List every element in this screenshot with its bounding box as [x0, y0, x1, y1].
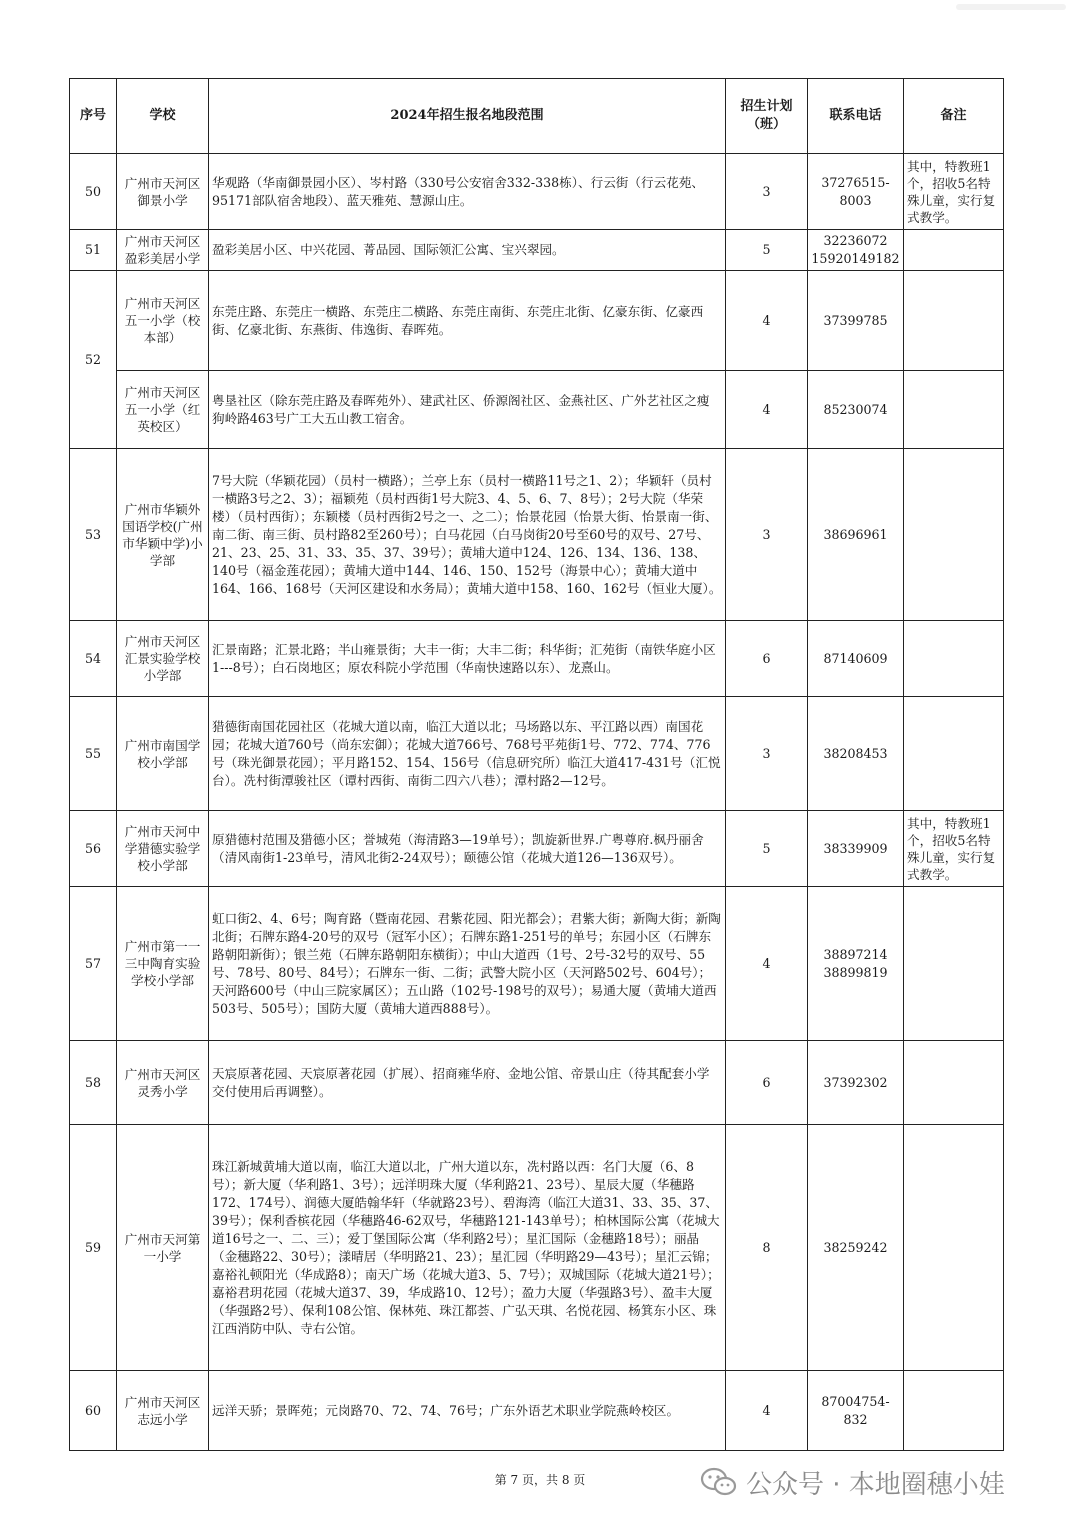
note-cell: [904, 887, 1004, 1041]
note-cell: [904, 449, 1004, 621]
phone-cell: 38897214 38899819: [808, 887, 904, 1041]
phone-cell: 32236072 15920149182: [808, 230, 904, 271]
table-row: [70, 697, 1004, 811]
school-cell: 广州市天河区汇景实验学校小学部: [117, 621, 209, 697]
range-cell: 天宸原著花园、天宸原著花园（扩展）、招商雍华府、金地公馆、帝景山庄（待其配套小学交付使用后再调整）。: [209, 1041, 726, 1125]
range-cell: 盈彩美居小区、中兴花园、菁品园、国际领汇公寓、宝兴翠园。: [209, 230, 726, 271]
note-cell: [904, 1125, 1004, 1371]
table-row: [70, 621, 1004, 697]
school-cell: 广州市第一一三中陶育实验学校小学部: [117, 887, 209, 1041]
phone-cell: 87140609: [808, 621, 904, 697]
school-cell: 广州市天河区灵秀小学: [117, 1041, 209, 1125]
header-phone: 联系电话: [808, 79, 904, 154]
table-row: [70, 887, 1004, 1041]
plan-cell: 3: [726, 449, 808, 621]
seq-cell: 51: [70, 230, 117, 271]
watermark-text: 公众号 · 本地圈穗小娃: [746, 1469, 1005, 1500]
wechat-icon: [700, 1467, 738, 1497]
phone-cell: 37399785: [808, 271, 904, 371]
school-cell: 广州市南国学校小学部: [117, 697, 209, 811]
table-row: [70, 1125, 1004, 1371]
table-row: [70, 1371, 1004, 1451]
plan-cell: 6: [726, 1041, 808, 1125]
school-cell: 广州市天河区盈彩美居小学: [117, 230, 209, 271]
seq-cell: 52: [70, 271, 117, 449]
plan-cell: 6: [726, 621, 808, 697]
plan-cell: 4: [726, 887, 808, 1041]
corner-mark: [956, 4, 1066, 10]
seq-cell: 55: [70, 697, 117, 811]
phone-cell: 37392302: [808, 1041, 904, 1125]
table-row: [70, 154, 1004, 230]
seq-cell: 57: [70, 887, 117, 1041]
page-footer: 第 7 页，共 8 页: [494, 1473, 586, 1487]
school-cell: 广州市天河区御景小学: [117, 154, 209, 230]
plan-cell: 8: [726, 1125, 808, 1371]
plan-cell: 4: [726, 1371, 808, 1451]
phone-cell: 38259242: [808, 1125, 904, 1371]
phone-cell: 85230074: [808, 371, 904, 449]
range-cell: 东莞庄路、东莞庄一横路、东莞庄二横路、东莞庄南街、东莞庄北街、亿豪东街、亿豪西街、亿豪北街、东燕街、伟逸街、春晖苑。: [209, 271, 726, 371]
table-row: [70, 1041, 1004, 1125]
range-cell: 粤垦社区（除东莞庄路及春晖苑外）、建武社区、侨源阁社区、金燕社区、广外艺社区之瘦狗岭路463号广工大五山教工宿舍。: [209, 371, 726, 449]
table-row: [70, 811, 1004, 887]
school-cell: 广州市天河区志远小学: [117, 1371, 209, 1451]
note-cell: [904, 1041, 1004, 1125]
plan-cell: 4: [726, 271, 808, 371]
table-row: [70, 449, 1004, 621]
plan-cell: 3: [726, 154, 808, 230]
plan-cell: 5: [726, 230, 808, 271]
note-cell: [904, 371, 1004, 449]
range-cell: 远洋天骄；景晖苑；元岗路70、72、74、76号；广东外语艺术职业学院燕岭校区。: [209, 1371, 726, 1451]
table-row: [70, 371, 1004, 449]
phone-cell: 38208453: [808, 697, 904, 811]
phone-cell: 38339909: [808, 811, 904, 887]
note-cell: [904, 621, 1004, 697]
note-cell: [904, 230, 1004, 271]
seq-cell: 56: [70, 811, 117, 887]
seq-cell: 50: [70, 154, 117, 230]
note-cell: [904, 271, 1004, 371]
phone-cell: 38696961: [808, 449, 904, 621]
range-cell: 虹口街2、4、6号；陶育路（暨南花园、君紫花园、阳光都会）；君紫大街；新陶大街；新陶北街；石牌东路4-20号的双号（冠军小区）；石牌东路1-251号的单号；东园小区（石牌东路朝阳新街）；银兰苑（石牌东路朝阳东横街）；中山大道西（1号、2号-32号的双号、55号、78号、80号、84号）；石牌东一街、二街；武警大院小区（天河路502号、604号）；天河路600号（中山三院家属区）；五山路（102号-198号的双号）；易通大厦（黄埔大道西503号、505号）；国防大厦（黄埔大道西888号）。: [209, 887, 726, 1041]
phone-cell: 37276515-8003: [808, 154, 904, 230]
header-range: 2024年招生报名地段范围: [209, 79, 726, 154]
plan-cell: 4: [726, 371, 808, 449]
plan-cell: 5: [726, 811, 808, 887]
range-cell: 原猎德村范围及猎德小区；誉城苑（海清路3—19单号）；凯旋新世界.广粤尊府.枫丹丽舍（清风南街1-23单号，清风北街2-24双号）；颐德公馆（花城大道126—136双号）。: [209, 811, 726, 887]
header-plan: 招生计划（班）: [726, 79, 808, 154]
enrollment-table: [69, 78, 1004, 1451]
school-cell: 广州市华颖外国语学校(广州市华颖中学)小学部: [117, 449, 209, 621]
school-cell: 广州市天河区五一小学（校本部）: [117, 271, 209, 371]
note-cell: 其中，特教班1个，招收5名特殊儿童，实行复式教学。: [904, 154, 1004, 230]
header-note: 备注: [904, 79, 1004, 154]
seq-cell: 60: [70, 1371, 117, 1451]
header-seq: 序号: [70, 79, 117, 154]
header-school: 学校: [117, 79, 209, 154]
note-cell: 其中，特教班1个，招收5名特殊儿童，实行复式教学。: [904, 811, 1004, 887]
note-cell: [904, 697, 1004, 811]
seq-cell: 54: [70, 621, 117, 697]
seq-cell: 59: [70, 1125, 117, 1371]
seq-cell: 53: [70, 449, 117, 621]
header-row: [70, 79, 1004, 154]
range-cell: 华观路（华南御景园小区）、岑村路（330号公安宿舍332-338栋）、行云街（行云花苑、95171部队宿舍地段）、蓝天雅苑、慧源山庄。: [209, 154, 726, 230]
plan-cell: 3: [726, 697, 808, 811]
school-cell: 广州市天河中学猎德实验学校小学部: [117, 811, 209, 887]
range-cell: 汇景南路；汇景北路；半山雍景街；大丰一街；大丰二街；科华街；汇苑街（南铁华庭小区1---8号）；白石岗地区；原农科院小学范围（华南快速路以东）、龙熹山。: [209, 621, 726, 697]
range-cell: 珠江新城黄埔大道以南，临江大道以北，广州大道以东，冼村路以西：名门大厦（6、8号）；新大厦（华利路1、3号）；远洋明珠大厦（华利路21、23号）、星辰大厦（华穗路172、174号）、润德大厦皓翰华轩（华就路23号）、碧海湾（临江大道31、33、35、37、39号）；保利香槟花园（华穗路46-62双号，华穗路121-143单号）；柏林国际公寓（花城大道16号之一、二、三）；爱丁堡国际公寓（华利路2号）；星汇国际（金穗路18号）；丽晶（金穗路22、30号）；漾晴居（华明路21、23）；星汇园（华明路29—43号）；星汇云锦；嘉裕礼顿阳光（华成路8）；南天广场（花城大道3、5、7号）；双城国际（花城大道21号）；嘉裕君玥花园（花城大道37、39，华成路10、12号）；盈力大厦（华强路3号）、盈丰大厦（华强路2号）、保利108公馆、保林苑、珠江都荟、广弘天琪、名悦花园、杨箕东小区、珠江西消防中队、寺右公馆。: [209, 1125, 726, 1371]
phone-cell: 87004754-832: [808, 1371, 904, 1451]
table-row: [70, 271, 1004, 371]
seq-cell: 58: [70, 1041, 117, 1125]
enrollment-table-wrap: [69, 78, 1003, 1451]
note-cell: [904, 1371, 1004, 1451]
school-cell: 广州市天河第一小学: [117, 1125, 209, 1371]
range-cell: 7号大院（华颖花园）（员村一横路）；兰亭上东（员村一横路11号之1、2）；华颖轩（员村一横路3号之2、3）；福颖苑（员村西街1号大院3、4、5、6、7、8号）；2号大院（华荣楼）（员村西街）；东颖楼（员村西街2号之一、之二）；怡景花园（怡景大街、怡景南一街、南二街、南三街、员村路82至260号）；白马花园（白马岗街20号至60号的双号、27号、21、23、25、31、33、35、37、39号）；黄埔大道中124、126、134、136、138、140号（福金莲花园）；黄埔大道中144、146、150、152号（海景中心）；黄埔大道中164、166、168号（天河区建设和水务局）；黄埔大道中158、160、162号（恒业大厦）。: [209, 449, 726, 621]
table-row: [70, 230, 1004, 271]
school-cell: 广州市天河区五一小学（红英校区）: [117, 371, 209, 449]
range-cell: 猎德街南国花园社区（花城大道以南，临江大道以北；马场路以东、平江路以西）南国花园；花城大道760号（尚东宏御）；花城大道766号、768号平苑街1号、772、774、776号（珠光御景花园）；平月路152、154、156号（信息研究所）临江大道417-431号（汇悦台）。冼村街潭骏社区（谭村西街、南街二四六八巷）；潭村路2—12号。: [209, 697, 726, 811]
watermark: [700, 1466, 1005, 1498]
